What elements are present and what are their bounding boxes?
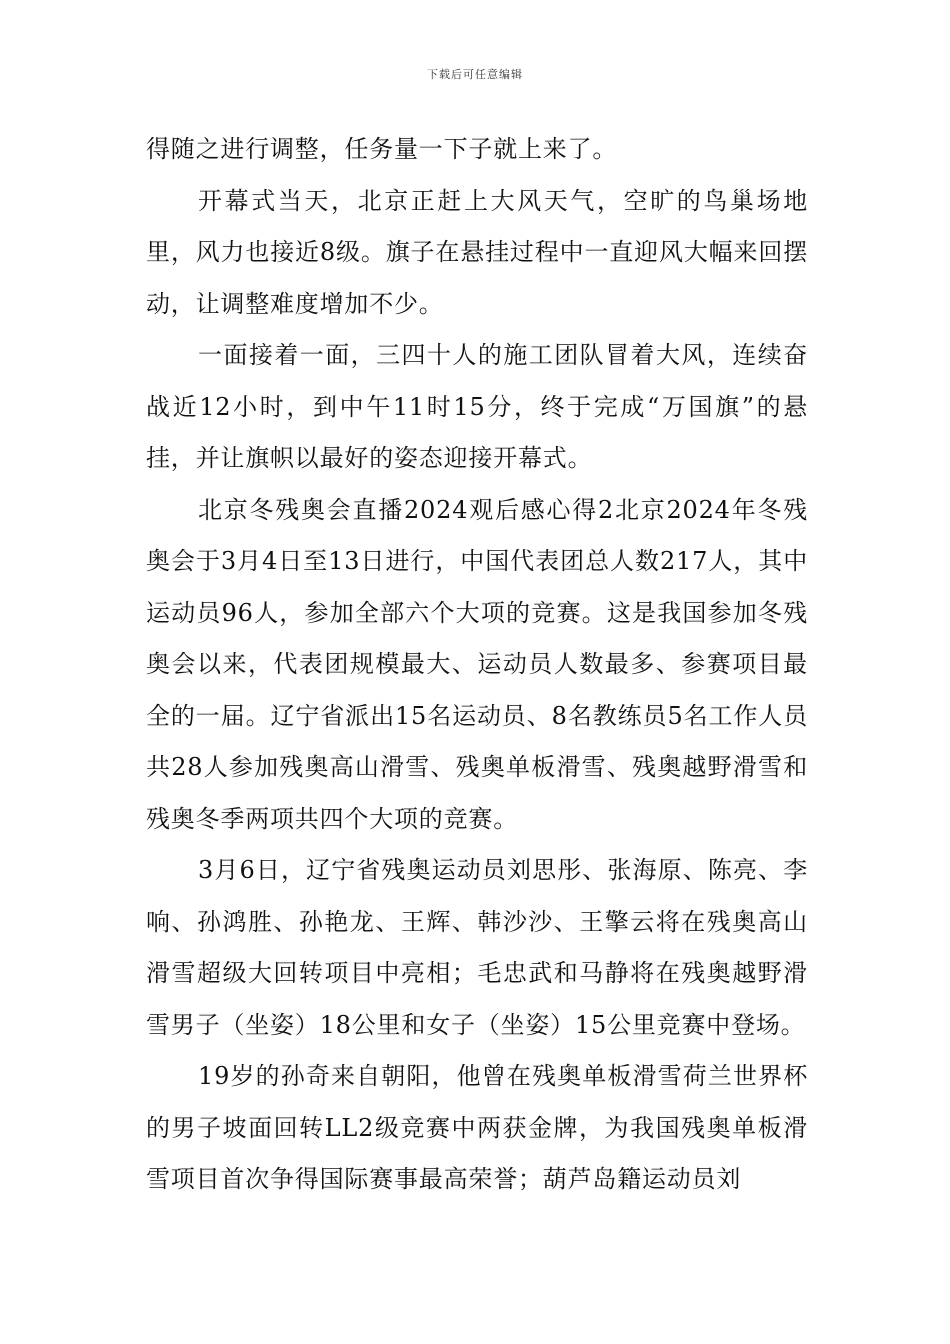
paragraph: 19岁的孙奇来自朝阳，他曾在残奥单板滑雪荷兰世界杯的男子坡面回转LL2级竞赛中两获金牌，为我国残奥单板滑雪项目首次争得国际赛事最高荣誉；葫芦岛籍运动员刘 [146,1062,808,1193]
paragraph: 得随之进行调整，任务量一下子就上来了。 [146,135,618,163]
body-text [146,124,808,1206]
paragraph: 开幕式当天，北京正赶上大风天气，空旷的鸟巢场地里，风力也接近8级。旗子在悬挂过程中一直迎风大幅来回摆动，让调整难度增加不少。 [146,186,808,318]
paragraph: 北京冬残奥会直播2024观后感心得2北京2024年冬残奥会于3月4日至13日进行，中国代表团总人数217人，其中运动员96人，参加全部六个大项的竞赛。这是我国参加冬残奥会以来，代表团规模最大、运动员人数最多、参赛项目最全的一届。辽宁省派出15名运动员、8名教练员5名工作人员共28人参加残奥高山滑雪、残奥单板滑雪、残奥越野滑雪和残奥冬季两项共四个大项的竞赛。 [146,495,808,833]
paragraph: 3月6日，辽宁省残奥运动员刘思彤、张海原、陈亮、李响、孙鸿胜、孙艳龙、王辉、韩沙沙、王擎云将在残奥高山滑雪超级大回转项目中亮相；毛忠武和马静将在残奥越野滑雪男子（坐姿）18公里和女子（坐姿）15公里竞赛中登场。 [146,856,808,1039]
header-note: 下载后可任意编辑 [427,68,523,81]
paragraph: 一面接着一面，三四十人的施工团队冒着大风，连续奋战近12小时，到中午11时15分，终于完成“万国旗”的悬挂，并让旗帜以最好的姿态迎接开幕式。 [146,341,808,472]
